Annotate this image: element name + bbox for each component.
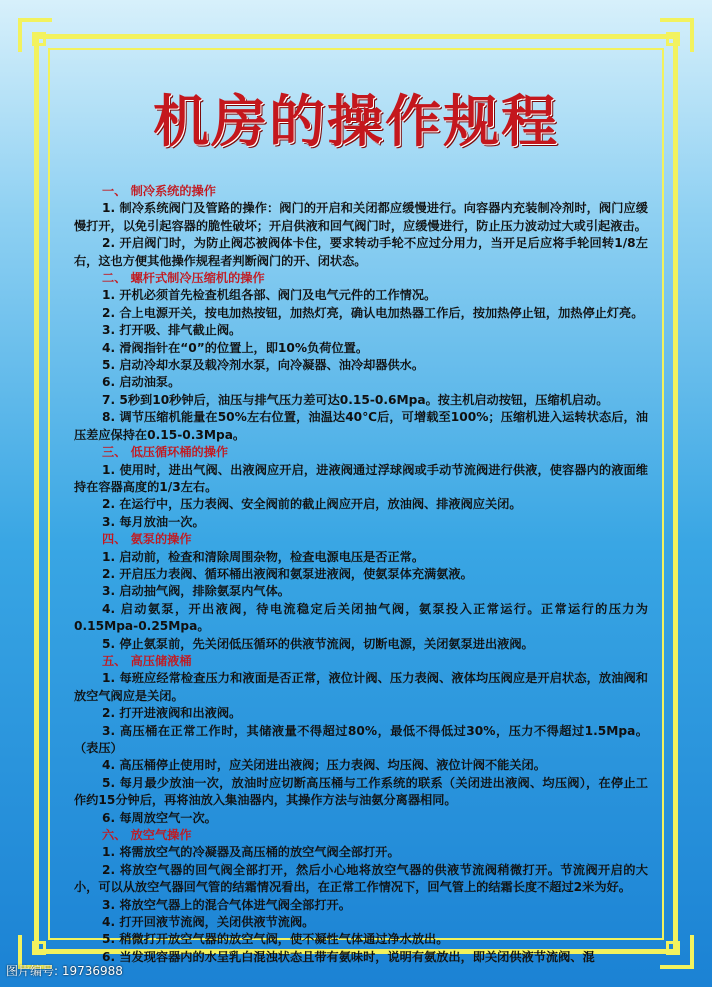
- section-heading: 六、 放空气操作: [102, 828, 192, 843]
- list-item: 6. 启动油泵。: [102, 375, 181, 390]
- list-item: 1. 启动前，检查和清除周围杂物，检查电源电压是否正常。: [102, 549, 425, 564]
- section: [74, 653, 648, 827]
- section-heading: 三、 低压循环桶的操作: [102, 445, 229, 460]
- poster-title: 机房的操作规程: [153, 89, 559, 155]
- list-item: 2. 合上电源开关，按电加热按钮，加热灯亮，确认电加热器工作后，按加热停止钮，加热停止灯亮。: [102, 305, 644, 320]
- list-item: 4. 高压桶停止使用时，应关闭进出液阀；压力表阀、均压阀、液位计阀不能关闭。: [102, 758, 546, 773]
- list-item: 5. 启动冷却水泵及载冷剂水泵，向冷凝器、油冷却器供水。: [102, 358, 425, 373]
- section: [74, 270, 648, 444]
- list-item: 8. 调节压缩机能量在50%左右位置，油温达40℃后，可增载至100%；压缩机进入运转状态后，油压差应保持在0.15-0.3Mpa。: [74, 410, 648, 442]
- list-item: 6. 当发现容器内的水呈乳白混浊状态且带有氨味时，说明有氨放出，即关闭供液节流阀、混: [102, 949, 595, 964]
- section-heading: 二、 螺杆式制冷压缩机的操作: [102, 271, 265, 286]
- watermark: 图片编号: 19736988: [6, 964, 123, 978]
- list-item: 6. 每周放空气一次。: [102, 810, 217, 825]
- list-item: 4. 启动氨泵，开出液阀，待电流稳定后关闭抽气阀，氨泵投入正常运行。正常运行的压力为0.15Mpa-0.25Mpa。: [74, 601, 648, 634]
- list-item: 5. 每月最少放油一次，放油时应切断高压桶与工作系统的联系（关闭进出液阀、均压阀），在停止工作约15分钟后，再将油放入集油器内，其操作方法与油氨分离器相同。: [74, 775, 648, 808]
- list-item: 3. 打开吸、排气截止阀。: [102, 323, 242, 338]
- corner-square: [666, 32, 680, 46]
- list-item: 1. 使用时，进出气阀、出液阀应开启，进液阀通过浮球阀或手动节流阀进行供液，使容器内的液面维持在容器高度的1/3左右。: [74, 462, 648, 494]
- section: [74, 183, 648, 270]
- list-item: 5. 停止氨泵前，先关闭低压循环的供液节流阀，切断电源，关闭氨泵进出液阀。: [102, 636, 534, 651]
- list-item: 2. 将放空气器的回气阀全部打开，然后小心地将放空气器的供液节流阀稍微打开。节流阀开启的大小，可以从放空气器回气管的结霜情况看出，在正常工作情况下，回气管上的结霜长度不超过2米为好。: [74, 862, 648, 895]
- section-heading: 五、 高压储液桶: [102, 653, 192, 668]
- list-item: 2. 打开进液阀和出液阀。: [102, 706, 242, 721]
- list-item: 2. 开启阀门时，为防止阀芯被阀体卡住，要求转动手轮不应过分用力，当开足后应将手轮回转1/8左右，这也方便其他操作规程者判断阀门的开、闭状态。: [74, 236, 648, 268]
- section: [74, 531, 648, 653]
- poster-content: [74, 183, 648, 966]
- section-heading: 一、 制冷系统的操作: [102, 184, 216, 198]
- corner-square: [32, 32, 46, 46]
- corner-square: [32, 941, 46, 955]
- section: [74, 827, 648, 966]
- list-item: 1. 制冷系统阀门及管路的操作：阀门的开启和关闭都应缓慢进行。向容器内充装制冷剂时，阀门应缓慢打开，以免引起容器的脆性破坏；开启供液和回气阀门时，应缓慢进行，防止压力波动过大或引起液击。: [74, 201, 648, 233]
- list-item: 3. 每月放油一次。: [102, 514, 205, 529]
- list-item: 2. 在运行中，压力表阀、安全阀前的截止阀应开启，放油阀、排液阀应关闭。: [102, 497, 522, 512]
- list-item: 2. 开启压力表阀、循环桶出液阀和氨泵进液阀，使氨泵体充满氨液。: [102, 566, 473, 581]
- list-item: 7. 5秒到10秒钟后，油压与排气压力差可达0.15-0.6Mpa。按主机启动按钮，压缩机启动。: [102, 392, 609, 407]
- list-item: 5. 稍微打开放空气器的放空气阀，使不凝性气体通过净水放出。: [102, 932, 449, 947]
- list-item: 3. 高压桶在正常工作时，其储液量不得超过80%，最低不得低过30%，压力不得超过1.5Mpa。（表压）: [74, 723, 648, 755]
- list-item: 1. 每班应经常检查压力和液面是否正常，液位计阀、压力表阀、液体均压阀应是开启状态，放油阀和放空气阀应是关闭。: [74, 671, 648, 703]
- list-item: 1. 开机必须首先检查机组各部、阀门及电气元件的工作情况。: [102, 288, 437, 303]
- list-item: 1. 将需放空气的冷凝器及高压桶的放空气阀全部打开。: [102, 845, 400, 860]
- list-item: 3. 启动抽气阀，排除氨泵内气体。: [102, 584, 290, 599]
- corner-square: [666, 941, 680, 955]
- list-item: 3. 将放空气器上的混合气体进气阀全部打开。: [102, 897, 351, 912]
- list-item: 4. 打开回液节流阀，关闭供液节流阀。: [102, 915, 315, 930]
- list-item: 4. 滑阀指针在“0”的位置上，即10%负荷位置。: [102, 340, 369, 355]
- section-heading: 四、 氨泵的操作: [102, 532, 192, 547]
- section: [74, 444, 648, 531]
